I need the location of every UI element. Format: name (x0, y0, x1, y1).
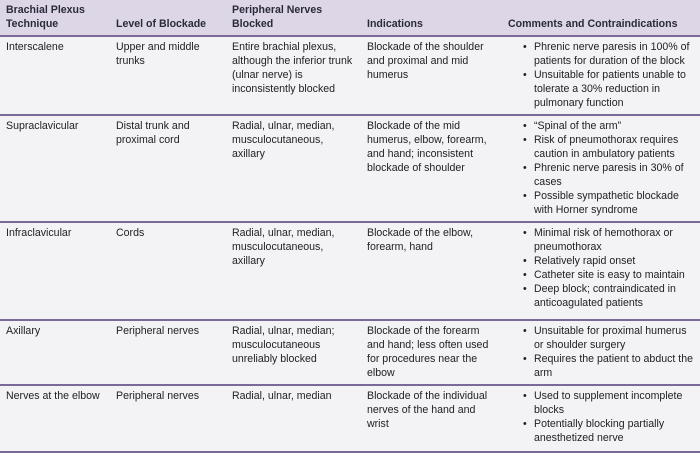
comment-item: • Possible sympathetic blockade with Horner syndrome (534, 189, 696, 217)
table-row (0, 115, 700, 222)
cell-technique: Supraclavicular (6, 120, 79, 132)
table-row (0, 36, 700, 115)
table-row (0, 320, 700, 385)
cell-level: Upper and middle trunks (116, 41, 200, 67)
table-row (0, 385, 700, 452)
comments-list (522, 40, 696, 110)
cell-level: Peripheral nerves (116, 390, 200, 402)
comment-item: • Requires the patient to abduct the arm (534, 352, 696, 380)
cell-indications: Blockade of the mid humerus, elbow, forearm, and hand; inconsistent blockade of shoulder (367, 120, 487, 174)
cell-nerves: Radial, ulnar, median (232, 390, 332, 402)
header-row (0, 0, 700, 36)
table-row (0, 222, 700, 320)
comment-item: • Potentially blocking partially anesthetized nerve (534, 417, 696, 445)
comment-item: • Risk of pneumothorax requires caution in ambulatory patients (534, 133, 696, 161)
comment-item: • Minimal risk of hemothorax or pneumothorax (534, 226, 696, 254)
header-nerves: Peripheral Nerves Blocked (232, 4, 323, 30)
comment-item: • Used to supplement incomplete blocks (534, 389, 696, 417)
cell-indications: Blockade of the shoulder and proximal and mid humerus (367, 41, 484, 81)
header-comments: Comments and Contraindications (508, 18, 678, 30)
comments-list (522, 324, 696, 380)
cell-level: Distal trunk and proximal cord (116, 120, 190, 146)
comment-item: • Catheter site is easy to maintain (534, 268, 696, 282)
comment-item: • Deep block; contraindicated in anticoagulated patients (534, 282, 696, 310)
comment-item: • “Spinal of the arm” (534, 119, 696, 133)
comment-item: • Unsuitable for proximal humerus or shoulder surgery (534, 324, 696, 352)
cell-technique: Nerves at the elbow (6, 390, 100, 402)
comments-list (522, 389, 696, 445)
comments-list (522, 226, 696, 310)
cell-comments (502, 385, 700, 452)
cell-technique: Interscalene (6, 41, 64, 53)
cell-indications: Blockade of the forearm and hand; less often used for procedures near the elbow (367, 325, 489, 379)
cell-comments (502, 36, 700, 115)
comment-item: • Relatively rapid onset (534, 254, 696, 268)
cell-nerves: Radial, ulnar, median, musculocutaneous, axillary (232, 120, 335, 160)
cell-level: Peripheral nerves (116, 325, 200, 337)
cell-technique: Infraclavicular (6, 227, 72, 239)
comments-list (522, 119, 696, 217)
comment-item: • Phrenic nerve paresis in 30% of cases (534, 161, 696, 189)
cell-indications: Blockade of the elbow, forearm, hand (367, 227, 474, 253)
header-technique: Brachial Plexus Technique (6, 4, 85, 30)
header-indications: Indications (367, 18, 423, 30)
cell-technique: Axillary (6, 325, 41, 337)
cell-comments (502, 222, 700, 320)
comment-item: • Phrenic nerve paresis in 100% of patients for duration of the block (534, 40, 696, 68)
cell-nerves: Radial, ulnar, median, musculocutaneous, axillary (232, 227, 335, 267)
cell-comments (502, 320, 700, 385)
cell-nerves: Entire brachial plexus, although the inferior trunk (ulnar nerve) is inconsistently blocked (232, 41, 353, 95)
header-level: Level of Blockade (116, 18, 207, 30)
cell-indications: Blockade of the individual nerves of the hand and wrist (367, 390, 488, 430)
cell-comments (502, 115, 700, 222)
comment-item: • Unsuitable for patients unable to tolerate a 30% reduction in pulmonary function (534, 68, 696, 110)
cell-nerves: Radial, ulnar, median; musculocutaneous unreliably blocked (232, 325, 335, 365)
cell-level: Cords (116, 227, 145, 239)
